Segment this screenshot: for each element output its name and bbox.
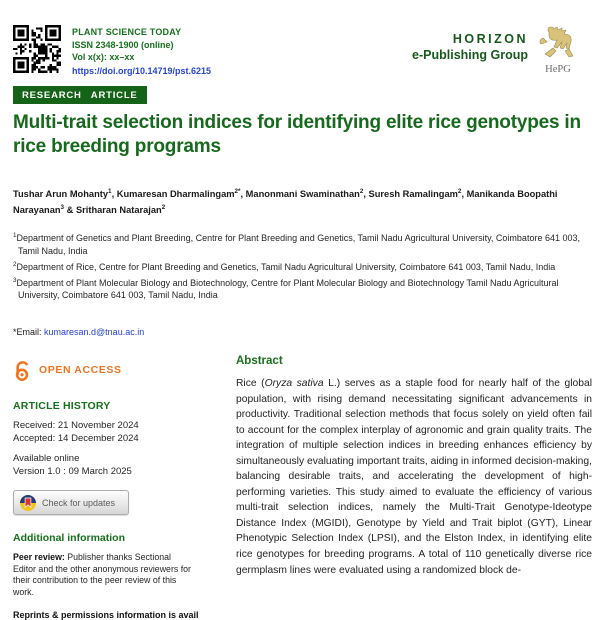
abstract-section <box>236 355 592 578</box>
publisher-abbr: HePG <box>545 64 571 75</box>
received-date: Received: 21 November 2024 <box>13 420 139 431</box>
corresponding-email <box>13 327 144 337</box>
journal-info <box>72 26 211 77</box>
affiliation-item: $^3$Department of Plant Molecular Biology and Biotechnology, Centre for Plant Molecular Biology and Biotechnology Tamil Nadu Agricultural University, Coimbatore 641 003, Tamil Nadu, India <box>13 276 559 300</box>
open-access-label: OPEN ACCESS <box>39 364 122 376</box>
peer-review-note <box>13 552 195 598</box>
reprints-note-partial: Reprints & permissions information is avail <box>13 610 199 620</box>
authors-line: Tushar Arun Mohanty$^1$, Kumaresan Dharmalingam$^{2*}$, Manonmani Swaminathan$^2$, Suresh Ramalingam$^2$, Manikanda Boopathi Narayanan$^3$ & Sritharan Natarajan$^2$ <box>13 188 558 216</box>
publisher-name-line1: HORIZON <box>452 32 528 46</box>
email-link[interactable]: kumaresan.d@tnau.ac.in <box>44 327 145 337</box>
check-for-updates-button[interactable] <box>13 490 129 515</box>
affiliation-item: $^2$Department of Rice, Centre for Plant Breeding and Genetics, Tamil Nadu Agricultural University, Coimbatore 641 003, Tamil Nadu, India <box>13 260 556 272</box>
check-for-updates-label: Check for updates <box>42 497 116 508</box>
available-online-label: Available online <box>13 453 80 464</box>
peer-review-label: Peer review: <box>13 552 68 562</box>
peer-review-text: Publisher thanks Sectional Editor and the other anonymous reviewers for their contribution to the peer review of this work. <box>13 552 191 597</box>
accepted-date: Accepted: 14 December 2024 <box>13 433 139 444</box>
article-history-title: ARTICLE HISTORY <box>13 400 111 412</box>
qr-code <box>13 25 61 73</box>
publisher-name-line2: e-Publishing Group <box>412 48 528 62</box>
qr-pattern <box>13 25 61 73</box>
page-title: Multi-trait selection indices for identifying elite rice genotypes in rice breeding programs <box>13 112 581 157</box>
affiliation-item: $^1$Department of Genetics and Plant Breeding, Centre for Plant Breeding and Genetics, Tamil Nadu Agricultural University, Coimbatore 641 003, Tamil Nadu, India <box>13 232 580 256</box>
griffin-logo-icon <box>535 24 581 60</box>
abstract-pre: Rice ( <box>236 378 265 389</box>
doi-link[interactable]: https://doi.org/10.14719/pst.6215 <box>72 65 212 76</box>
abstract-text <box>236 376 592 578</box>
publisher-logo <box>532 24 584 75</box>
abstract-species-italic: Oryza sativa <box>264 378 324 389</box>
additional-information-title: Additional information <box>13 532 125 544</box>
affiliations <box>13 230 593 303</box>
article-type-badge: RESEARCH ARTICLE <box>13 86 147 104</box>
journal-volume: Vol x(x): xx–xx <box>72 52 135 62</box>
crossmark-icon <box>20 495 36 511</box>
open-access-row <box>13 358 201 382</box>
publisher-block <box>412 31 528 63</box>
abstract-title: Abstract <box>236 355 283 367</box>
journal-name: PLANT SCIENCE TODAY <box>72 27 182 37</box>
email-label: *Email: <box>13 327 45 337</box>
version-date: Version 1.0 : 09 March 2025 <box>13 466 132 477</box>
sidebar <box>13 358 201 620</box>
open-access-lock-icon <box>13 359 32 382</box>
abstract-post: L.) serves as a staple food for nearly half of the global population, with rising demand necessitating significant advancements in productivity. Traditional selection methods that focus solely on yield often fail to account for the complex interplay of agronomic and grain quality traits. The integration of multiple selection indices in breeding enhances efficiency by simultaneously evaluating important traits, aiding in informed decision-making, balancing desirable traits, and accelerating the development of high-performing varieties. This study aimed to evaluate the efficiency of various multi-trait selection indices, namely the Multi-Trait Genotype-Ideotype Distance Index (MGIDI), Genotype by Yield and Trait biplot (GYT), Linear Phenotypic Selection Index (LPSI), and the Elston Index, in identifying elite rice genotypes for breeding programs. A total of 110 genetically diverse rice germplasm lines were evaluated using a randomized block de- <box>236 378 593 576</box>
journal-issn: ISSN 2348-1900 (online) <box>72 39 174 50</box>
